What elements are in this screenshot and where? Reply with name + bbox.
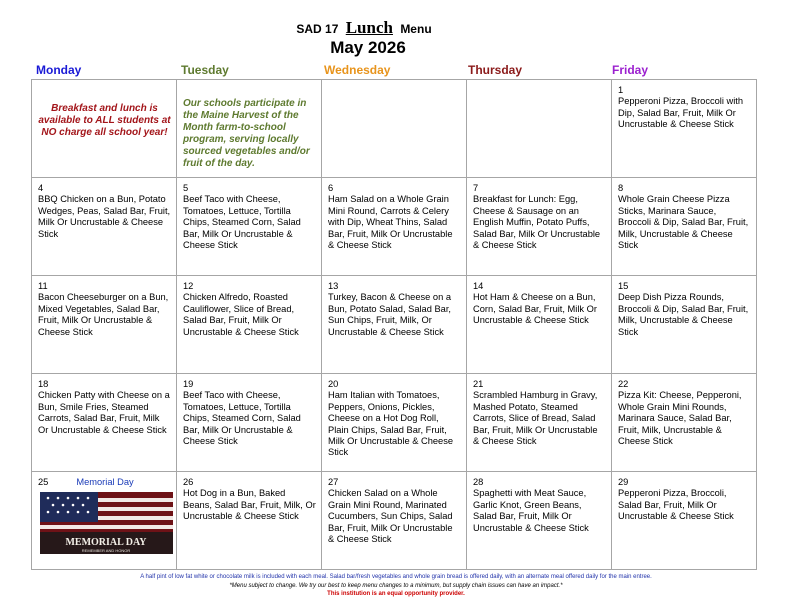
day-number: 25 xyxy=(38,477,49,487)
day-number: 11 xyxy=(38,281,48,291)
day-number: 15 xyxy=(618,281,629,291)
day-cell xyxy=(467,472,612,570)
day-header-wednesday: Wednesday xyxy=(324,63,391,77)
menu-title xyxy=(0,18,760,38)
day-menu: BBQ Chicken on a Bun, Potato Wedges, Peas, Salad Bar, Fruit, Milk Or Uncrustable & Cheese Stick xyxy=(38,194,171,239)
memorial-day-cell xyxy=(32,472,177,570)
day-number: 14 xyxy=(473,281,484,291)
day-header-thursday: Thursday xyxy=(468,63,523,77)
day-number: 26 xyxy=(183,477,194,487)
maine-harvest-notice: Our schools participate in the Maine Harvest of the Month farm-to-school program, serving locally sourced vegetables and/or fruit of the day. xyxy=(183,98,310,169)
day-menu: Breakfast for Lunch: Egg, Cheese & Sausage on an English Muffin, Potato Puffs, Salad Bar, Milk Or Uncrustable & Cheese Stick xyxy=(473,194,601,251)
menu-change-note: *Menu subject to change. We try our best to keep menu changes to a minimum, but supply chain issues can have an impact.* xyxy=(229,583,563,589)
day-menu: Chicken Patty with Cheese on a Bun, Smile Fries, Steamed Carrots, Salad Bar, Fruit, Milk Or Uncrustable & Cheese Stick xyxy=(38,390,170,435)
day-menu: Ham Italian with Tomatoes, Peppers, Onions, Pickles, Cheese on a Hot Dog Roll, Plain Chips, Salad Bar, Fruit, Milk Or Uncrustable & Cheese Stick xyxy=(328,390,454,458)
title-suffix: Menu xyxy=(400,22,432,36)
day-number: 1 xyxy=(618,85,624,95)
day-menu: Pepperoni Pizza, Broccoli with Dip, Salad Bar, Fruit, Milk Or Uncrustable & Cheese Stick xyxy=(618,96,744,130)
day-number: 21 xyxy=(473,379,484,389)
day-number: 19 xyxy=(183,379,194,389)
day-number: 5 xyxy=(183,183,189,193)
day-menu: Bacon Cheeseburger on a Bun, Mixed Vegetables, Salad Bar, Fruit, Milk Or Uncrustable & Cheese Stick xyxy=(38,292,169,337)
day-menu: Spaghetti with Meat Sauce, Garlic Knot, Green Beans, Salad Bar, Fruit, Milk Or Uncrustable & Cheese Stick xyxy=(473,488,589,533)
notice-cell xyxy=(32,80,177,178)
day-menu: Pizza Kit: Cheese, Pepperoni, Whole Grain Mini Rounds, Marinara Sauce, Salad Bar, Fruit, Milk, Uncrustable & Cheese Stick xyxy=(618,390,742,447)
day-menu: Turkey, Bacon & Cheese on a Bun, Potato Salad, Salad Bar, Sun Chips, Fruit, Milk, Or Uncrustable & Cheese Stick xyxy=(328,292,452,337)
day-number: 6 xyxy=(328,183,334,193)
day-menu: Whole Grain Cheese Pizza Sticks, Marinara Sauce, Broccoli & Dip, Salad Bar, Fruit, Milk, Uncrustable & Cheese Stick xyxy=(618,194,749,251)
day-menu: Ham Salad on a Whole Grain Mini Round, Carrots & Celery with Dip, Wheat Thins, Salad Bar, Fruit, Milk Or Uncrustable & Cheese Stick xyxy=(328,194,453,251)
day-number: 7 xyxy=(473,183,479,193)
title-prefix: SAD 17 xyxy=(296,22,339,36)
day-number: 27 xyxy=(328,477,339,487)
month-title: May 2026 xyxy=(330,38,406,57)
memorial-day-flag-banner xyxy=(40,492,173,554)
day-cell xyxy=(322,472,467,570)
day-cell xyxy=(612,472,757,570)
day-cell xyxy=(177,374,322,472)
day-cell xyxy=(177,178,322,276)
milk-note: A half pint of low fat white or chocolate milk is included with each meal. Salad bar/fresh vegetables and whole grain bread is offered daily, with an alternate meal offered daily for the main entree. xyxy=(140,574,652,580)
day-cell xyxy=(467,178,612,276)
day-header-monday: Monday xyxy=(36,63,82,77)
memorial-banner-title: MEMORIAL DAY xyxy=(65,537,147,549)
day-cell xyxy=(612,276,757,374)
day-cell xyxy=(322,178,467,276)
day-menu: Beef Taco with Cheese, Tomatoes, Lettuce, Tortilla Chips, Steamed Corn, Salad Bar, Milk Or Uncrustable & Cheese Stick xyxy=(183,390,301,447)
day-number: 18 xyxy=(38,379,49,389)
day-menu: Deep Dish Pizza Rounds, Broccoli & Dip, Salad Bar, Fruit, Milk, Uncrustable & Cheese Stick xyxy=(618,292,749,337)
day-menu: Hot Ham & Cheese on a Bun, Corn, Salad Bar, Fruit, Milk Or Uncrustable & Cheese Stick xyxy=(473,292,597,326)
day-number: 4 xyxy=(38,183,44,193)
week-row xyxy=(32,178,757,276)
day-header-tuesday: Tuesday xyxy=(181,63,229,77)
title-lunch: Lunch xyxy=(345,18,393,37)
week-row xyxy=(32,472,757,570)
day-cell xyxy=(32,276,177,374)
free-meals-notice: Breakfast and lunch is available to ALL students at NO charge all school year! xyxy=(38,103,171,138)
week-row xyxy=(32,80,757,178)
day-cell xyxy=(177,472,322,570)
day-number: 28 xyxy=(473,477,484,487)
day-cell xyxy=(32,178,177,276)
day-number: 22 xyxy=(618,379,629,389)
day-number: 20 xyxy=(328,379,339,389)
day-cell xyxy=(177,276,322,374)
memorial-banner-subtitle: REMEMBER AND HONOR xyxy=(81,548,131,554)
day-menu: Chicken Alfredo, Roasted Cauliflower, Slice of Bread, Salad Bar, Fruit, Milk Or Uncrustable & Cheese Stick xyxy=(183,292,299,337)
week-row xyxy=(32,374,757,472)
notice-cell xyxy=(177,80,322,178)
day-cell xyxy=(612,178,757,276)
day-cell xyxy=(467,276,612,374)
day-number: 29 xyxy=(618,477,629,487)
day-cell xyxy=(32,374,177,472)
empty-cell xyxy=(322,80,467,178)
menu-calendar xyxy=(31,79,757,570)
empty-cell xyxy=(467,80,612,178)
week-row xyxy=(32,276,757,374)
day-menu: Beef Taco with Cheese, Tomatoes, Lettuce, Tortilla Chips, Steamed Corn, Salad Bar, Milk Or Uncrustable & Cheese Stick xyxy=(183,194,301,251)
day-menu: Hot Dog in a Bun, Baked Beans, Salad Bar, Fruit, Milk, Or Uncrustable & Cheese Stick xyxy=(183,488,316,522)
day-cell xyxy=(322,374,467,472)
memorial-day-label: Memorial Day xyxy=(76,477,134,487)
day-menu: Pepperoni Pizza, Broccoli, Salad Bar, Fruit, Milk Or Uncrustable & Cheese Stick xyxy=(618,488,734,522)
day-number: 12 xyxy=(183,281,194,291)
day-cell xyxy=(467,374,612,472)
day-header-friday: Friday xyxy=(612,63,649,77)
american-flag-icon xyxy=(40,492,173,554)
day-number: 13 xyxy=(328,281,339,291)
day-menu: Chicken Salad on a Whole Grain Mini Round, Marinated Cucumbers, Sun Chips, Salad Bar, Fruit, Milk Or Uncrustable & Cheese Stick xyxy=(328,488,453,545)
day-cell xyxy=(612,80,757,178)
day-cell xyxy=(612,374,757,472)
equal-opportunity-note: This institution is an equal opportunity provider. xyxy=(327,591,465,597)
day-menu: Scrambled Hamburg in Gravy, Mashed Potato, Steamed Carrots, Slice of Bread, Salad Bar, Fruit, Milk Or Uncrustable & Cheese Stick xyxy=(473,390,598,447)
day-cell xyxy=(322,276,467,374)
day-number: 8 xyxy=(618,183,624,193)
